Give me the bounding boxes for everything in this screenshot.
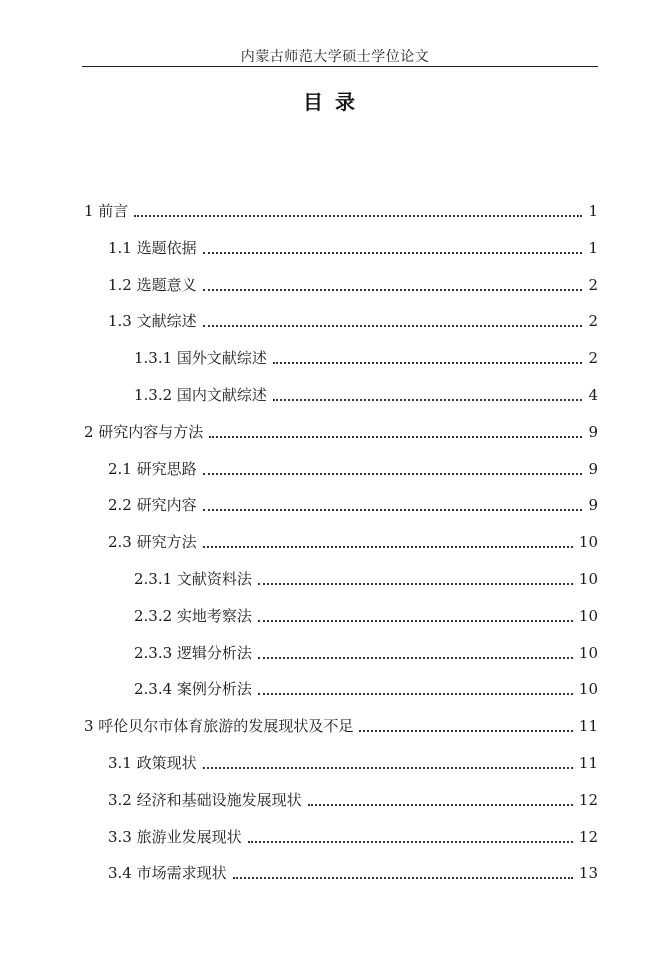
toc-entry-label: 1.3 文献综述 [108,312,197,331]
toc-entry[interactable] [108,269,598,295]
toc-entry[interactable] [134,342,598,368]
toc-entry-page: 12 [578,790,598,809]
toc-entry[interactable] [108,747,598,773]
toc-leader-dots [203,767,573,769]
toc-entry[interactable] [134,379,598,405]
toc-leader-dots [258,657,573,659]
toc-leader-dots [258,693,573,695]
toc-leader-dots [203,252,582,254]
toc-entry-label: 2.2 研究内容 [108,496,197,515]
toc-entry-page: 1 [588,202,598,220]
toc-entry[interactable] [108,489,598,515]
toc-leader-dots [203,546,573,548]
toc-entry-label: 3.2 经济和基础设施发展现状 [108,790,302,809]
toc-entry-label: 2.3.2 实地考察法 [134,606,252,625]
toc-leader-dots [359,730,573,732]
toc-leader-dots [258,620,573,622]
toc-entry-page: 9 [588,496,598,515]
toc-entry[interactable] [108,821,598,847]
toc-entry[interactable] [108,305,598,331]
toc-entry-label: 2.3 研究方法 [108,533,197,552]
toc-entry[interactable] [108,857,598,883]
toc-leader-dots [273,362,582,364]
toc-entry-page: 2 [588,349,598,368]
toc-entry-page: 11 [578,717,598,736]
toc-entry-page: 1 [588,238,598,257]
toc-entry-page: 10 [578,680,598,699]
toc-entry[interactable] [108,784,598,810]
toc-entry[interactable] [108,526,598,552]
toc-entry-label: 2.3.3 逻辑分析法 [134,643,252,662]
toc-entry-label: 1.3.1 国外文献综述 [134,349,267,368]
toc-entry-page: 10 [578,606,598,625]
toc-entry-label: 3 呼伦贝尔市体育旅游的发展现状及不足 [84,717,354,736]
toc-leader-dots [308,804,573,806]
toc-entry-label: 1.1 选题依据 [108,238,197,257]
toc-entry-page: 10 [578,643,598,662]
toc-leader-dots [248,841,573,843]
toc-entry-label: 3.3 旅游业发展现状 [108,827,242,846]
toc-entry-label: 3.4 市场需求现状 [108,864,227,883]
toc-entry[interactable] [84,195,598,221]
toc-entry-page: 9 [588,459,598,478]
toc-leader-dots [203,289,582,291]
toc-entry-label: 2.1 研究思路 [108,459,197,478]
toc-entry-label: 2.3.4 案例分析法 [134,680,252,699]
toc-leader-dots [258,583,573,585]
toc-entry-label: 2 研究内容与方法 [84,422,204,441]
toc-entry-page: 2 [588,275,598,294]
header-rule [82,66,598,67]
toc-leader-dots [203,473,582,475]
toc-leader-dots [209,436,582,438]
toc-leader-dots [203,325,582,327]
toc-entry-page: 9 [588,422,598,441]
toc-title: 目录 [303,90,367,114]
toc-entry-page: 12 [578,827,598,846]
toc-leader-dots [203,509,582,511]
toc-entry-label: 3.1 政策现状 [108,754,197,772]
running-header: 内蒙古师范大学硕士学位论文 [240,49,430,65]
toc-entry[interactable] [108,232,598,258]
toc-entry-label: 1.2 选题意义 [108,275,197,294]
toc-entry[interactable] [134,637,598,663]
toc-entry-page: 10 [578,533,598,552]
toc-entry-label: 1 前言 [84,202,129,220]
toc-leader-dots [273,399,582,401]
toc-entry-page: 10 [578,570,598,588]
toc-entry-page: 11 [578,754,598,772]
toc-entry[interactable] [108,453,598,479]
toc-entry-page: 2 [588,312,598,331]
toc-entry[interactable] [84,710,598,736]
toc-leader-dots [233,877,573,879]
toc-entry-label: 2.3.1 文献资料法 [134,570,252,588]
toc-entry-label: 1.3.2 国内文献综述 [134,386,267,404]
toc-entry-page: 13 [578,864,598,883]
toc-entry[interactable] [134,600,598,626]
toc-entry[interactable] [84,416,598,442]
toc-entry[interactable] [134,673,598,699]
toc-entry-page: 4 [588,386,598,404]
toc-leader-dots [134,215,582,217]
toc-entry[interactable] [134,563,598,589]
